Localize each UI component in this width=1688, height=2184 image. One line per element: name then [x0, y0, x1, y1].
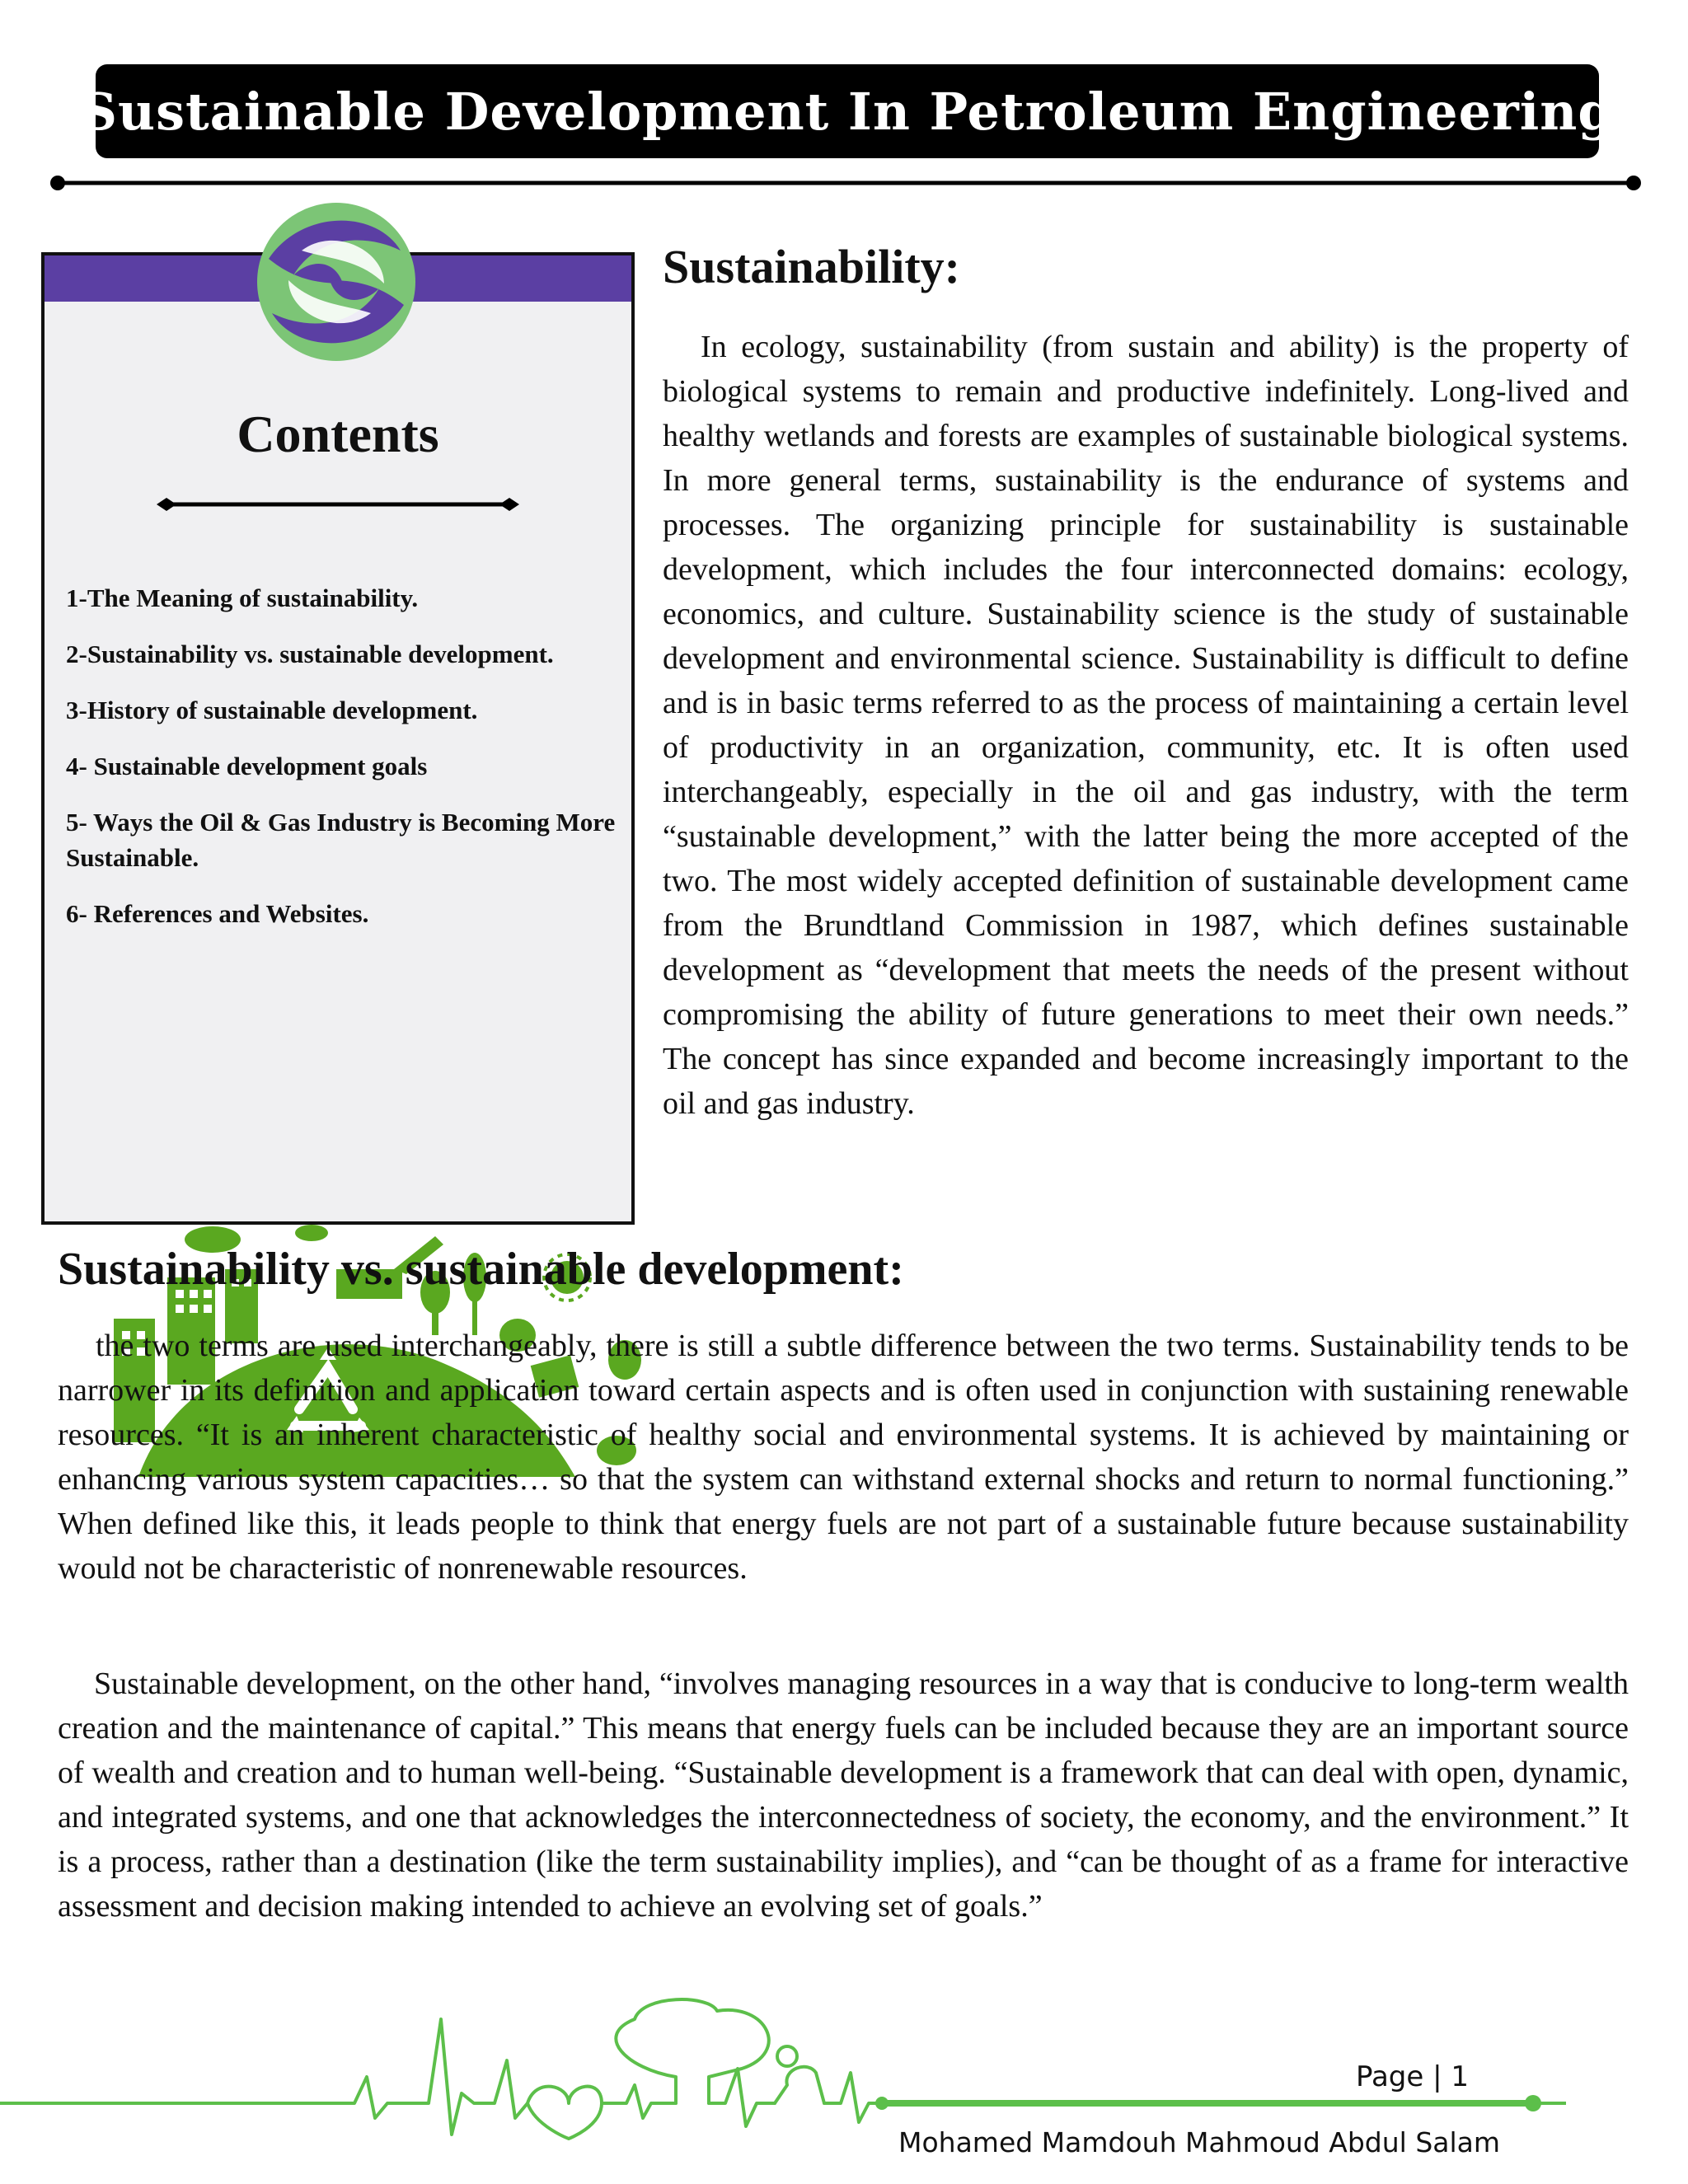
title-banner: [80, 64, 1615, 158]
sustainability-logo: [244, 201, 429, 363]
toc-item-sustainability-vs: 2-Sustainability vs. sustainable development.: [66, 640, 554, 668]
toc-item-goals: 4- Sustainable development goals: [66, 752, 428, 780]
toc-item-history: 3-History of sustainable development.: [66, 696, 478, 724]
contents-heading: Contents: [237, 405, 439, 463]
author-name: Mohamed Mamdouh Mahmoud Abdul Salam: [898, 2126, 1501, 2158]
sustainability-heading: Sustainability:: [663, 240, 960, 293]
sustainability-vs-heading: Sustainability vs. sustainable development:: [58, 1244, 904, 1295]
document-title: Sustainable Development In Petroleum Engineering: [80, 81, 1615, 142]
contents-divider: [157, 494, 519, 514]
sustainability-vs-paragraph-2: Sustainable development, on the other hand, “involves managing resources in a way that is conducive to long-term wealth creation and the maintenance of capital.” This means that energy fuels can be included because they are an important source of wealth and creation and to human well-being. “Sustainable development is a framework that can deal with open, dynamic, and integrated systems, and one that acknowledges the interconnectedness of society, the economy, and the environment.” It is a process, rather than a destination (like the term sustainability implies), and “can be thought of as a frame for interactive assessment and decision making intended to achieve an evolving set of goals.”: [58, 1666, 1629, 1924]
toc-item-references: 6- References and Websites.: [66, 899, 369, 928]
page-number: Page | 1: [1356, 2060, 1470, 2093]
toc-item-meaning: 1-The Meaning of sustainability.: [66, 583, 419, 612]
sustainability-paragraph: In ecology, sustainability (from sustain and ability) is the property of biological systems to remain and productive indefinitely. Long-lived and healthy wetlands and forests are examples of sustainable biological systems. In more general terms, sustainability is the endurance of systems and processes. The organizing principle for sustainability is sustainable development, which includes the four interconnected domains: ecology, economics, and culture. Sustainability science is the study of sustainable development and environmental science. Sustainability is difficult to define and is in basic terms referred to as the process of maintaining a certain level of productivity in an organization, community, etc. It is often used interchangeably, especially in the oil and gas industry, with the term “sustainable development,” with the latter being the more accepted of the two. The most widely accepted definition of sustainable development came from the Brundtland Commission in 1987, which defines sustainable development as “development that meets the needs of the present without compromising the ability of future generations to meet their own needs.” The concept has since expanded and become increasingly important to the oil and gas industry.: [663, 330, 1629, 1121]
title-divider: [49, 173, 1642, 193]
toc-item-oil-gas-ways: 5- Ways the Oil & Gas Industry is Becoming More Sustainable.: [66, 808, 616, 872]
sustainability-vs-paragraph-1: the two terms are used interchangeably, there is still a subtle difference between the two terms. Sustainability tends to be narrower in its definition and application toward certain aspects and is often used in conjunction with sustaining renewable resources. “It is an inherent characteristic of healthy social and environmental systems. It is achieved by maintaining or enhancing various system capacities… so that the system can withstand external shocks and return to normal functioning.” When defined like this, it leads people to think that energy fuels are not part of a sustainable future because sustainability would not be characteristic of nonrenewable resources.: [58, 1329, 1629, 1586]
table-of-contents: [66, 580, 626, 952]
